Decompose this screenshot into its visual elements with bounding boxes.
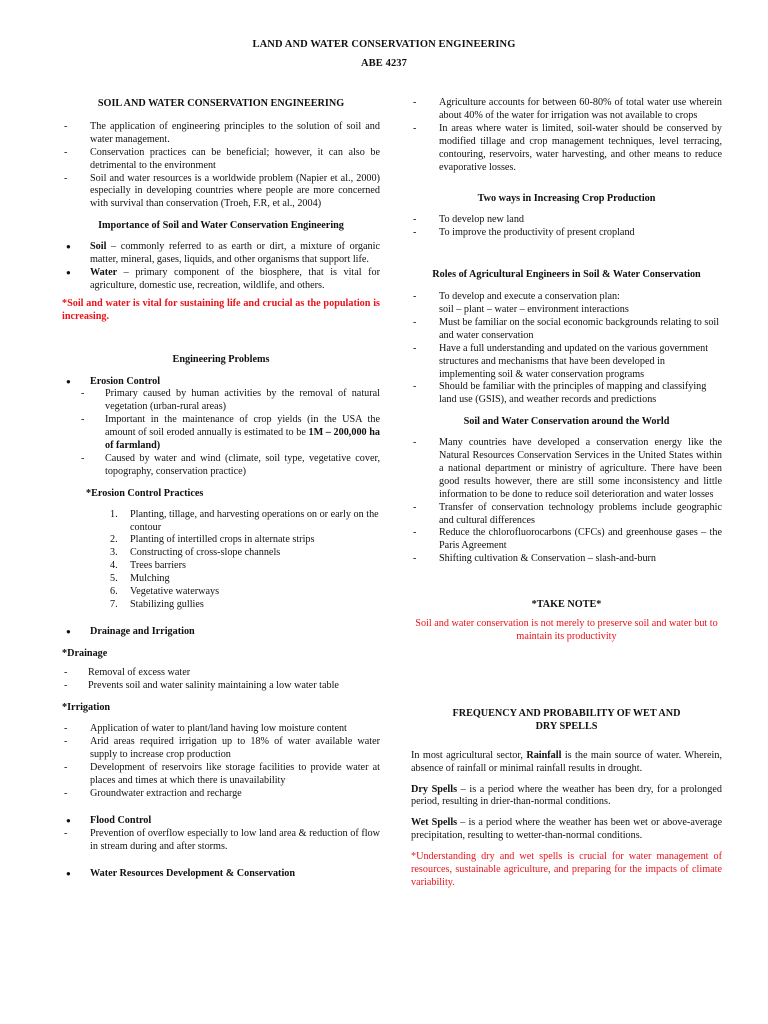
importance-soil — [62, 241, 380, 267]
irrigation-item: - Arid areas required irrigation up to 18% of water available water supply to increase crop production — [62, 736, 380, 762]
two-ways-item: - To improve the productivity of present cropland — [411, 227, 722, 240]
practice-item: 3. Constructing of cross-slope channels — [110, 547, 281, 559]
roles-item: - To develop and execute a conservation plan: soil – plant – water – environment interactions — [411, 291, 722, 317]
roles-item: - Have a full understanding and updated on the various government structures and mechanisms that have been developed in implementing soil & water conservation programs — [411, 343, 722, 382]
document-title: LAND AND WATER CONSERVATION ENGINEERING — [252, 39, 516, 50]
importance-water — [62, 267, 380, 293]
water-item: - In areas where water is limited, soil-water should be conserved by modified tillage and crop management techniques, level terracing, contouring, reservoirs, water harvesting, and other means to reduce evaporative losses. — [411, 123, 722, 175]
rainfall-paragraph: In most agricultural sector, Rainfall is the main source of water. Wherein, absence of rainfall or minimal rainfall results in drought. — [411, 749, 723, 774]
drainage-list — [62, 667, 380, 693]
roles-item: - Should be familiar with the principles of mapping and classifying land use (GSIS), and weather records and predictions — [411, 381, 722, 407]
intro-item: - Soil and water resources is a worldwide problem (Napier et al., 2000) especially in developing countries where people are more concerned with survival than conservation (Troeh, F.R, et al., 2004) — [62, 173, 380, 212]
practice-item: 6. Vegetative waterways — [110, 586, 220, 598]
practice-item: 1. Planting, tillage, and harvesting operations on or early on the contour — [110, 508, 379, 533]
engineering-problems-title: Engineering Problems — [172, 353, 270, 365]
drainage-title: *Drainage — [62, 647, 108, 659]
irrigation-list — [62, 723, 380, 800]
flood-control-title: ● Flood Control — [62, 815, 380, 828]
dry-spells-paragraph: Dry Spells – is a period where the weather has been dry, for a prolonged period, resulting in drier-than-normal conditions. — [411, 783, 722, 808]
irrigation-item: - Groundwater extraction and recharge — [62, 788, 380, 801]
take-note-title: *TAKE NOTE* — [531, 599, 602, 611]
world-item: - Shifting cultivation & Conservation – slash-and-burn — [411, 553, 722, 566]
practices-list — [62, 509, 380, 612]
course-code: ABE 4237 — [360, 58, 407, 69]
world-item: - Transfer of conservation technology problems include geographic and cultural differences — [411, 502, 722, 528]
erosion-item-bold: 1M – 200,000 ha of farmland) — [105, 427, 381, 452]
def-soil: – commonly referred to as earth or dirt, a mixture of organic matter, mineral, gases, liquids, and other organisms that support life. — [90, 241, 380, 266]
practice-item: 5. Mulching — [110, 573, 170, 585]
intro-item: - The application of engineering principles to the solution of soil and water management. — [62, 121, 380, 147]
irrigation-title: *Irrigation — [62, 701, 111, 713]
water-resources-title: ● Water Resources Development & Conservation — [62, 868, 380, 881]
water-item: - Agriculture accounts for between 60-80% of total water use wherein about 40% of the water for irrigation was not available to crops — [411, 97, 722, 123]
world-item: - Many countries have developed a conservation energy like the Natural Resources Conservation Services in the United States within a national department or ministry of agriculture. There have been good results however, there are still some inconsistency and little information to be done to reduce soil deterioration and water losses — [411, 437, 722, 502]
drainage-irrigation-title: ● Drainage and Irrigation — [62, 626, 380, 639]
term-soil: Soil — [90, 241, 107, 253]
drainage-item: - Removal of excess water — [62, 667, 380, 680]
practice-item: 4. Trees barriers — [110, 560, 186, 572]
erosion-practices-title: *Erosion Control Practices — [86, 487, 204, 499]
erosion-item: - Primary caused by human activities by the removal of natural vegetation (urban-rural areas) — [79, 388, 380, 414]
left-column — [62, 98, 380, 881]
flood-item: - Prevention of overflow especially to low land area & reduction of flow in stream during and after storms. — [62, 828, 380, 854]
roles-item: - Must be familiar on the social economic backgrounds relating to soil and water conservation — [411, 317, 722, 343]
world-item: - Reduce the chlorofluorocarbons (CFCs) and greenhouse gases – the Paris Agreement — [411, 527, 722, 553]
practice-item: 2. Planting of intertilled crops in alternate strips — [110, 534, 315, 546]
section-title: SOIL AND WATER CONSERVATION ENGINEERING — [97, 98, 345, 109]
erosion-item — [79, 414, 380, 453]
frequency-title: FREQUENCY AND PROBABILITY OF WET AND DRY SPELLS — [452, 707, 681, 732]
drainage-item: - Prevents soil and water salinity maintaining a low water table — [62, 680, 380, 693]
take-note-text: Soil and water conservation is not merely to preserve soil and water but to maintain its productivity — [415, 618, 718, 642]
world-title: Soil and Water Conservation around the World — [463, 416, 670, 428]
erosion-item: - Caused by water and wind (climate, soil type, vegetative cover, topography, conservation practice) — [79, 453, 380, 479]
wet-spells-paragraph: Wet Spells – is a period where the weather has been wet or above-average precipitation, resulting to wetter-than-normal conditions. — [411, 817, 722, 842]
wet-spells-term: Wet Spells — [411, 817, 458, 829]
erosion-item-text: Important in the maintenance of crop yields (in the USA the amount of soil eroded annually is estimated to be — [105, 414, 380, 439]
def-water: – primary component of the biosphere, that is vital for agriculture, domestic use, recreation, wildlife, and others. — [90, 266, 380, 291]
intro-item: - Conservation practices can be beneficial; however, it can also be detrimental to the environment — [62, 147, 380, 173]
erosion-control-title: ● Erosion Control — [62, 376, 380, 389]
importance-title: Importance of Soil and Water Conservation Engineering — [98, 220, 344, 232]
irrigation-item: - Development of reservoirs like storage facilities to provide water at places and times at which there is unavailability — [62, 762, 380, 788]
erosion-list — [62, 388, 380, 478]
importance-note: *Soil and water is vital for sustaining life and crucial as the population is increasing. — [62, 297, 380, 322]
right-column — [411, 97, 722, 890]
roles-title: Roles of Agricultural Engineers in Soil & Water Conservation — [432, 269, 701, 281]
irrigation-item: - Application of water to plant/land having low moisture content — [62, 723, 380, 736]
final-note: *Understanding dry and wet spells is crucial for water management of resources, sustainable agriculture, and preparing for the impacts of climate variability. — [411, 851, 722, 888]
dry-spells-term: Dry Spells — [411, 783, 458, 795]
flood-list — [62, 828, 380, 854]
term-water: Water — [90, 266, 118, 278]
practice-item: 7. Stabilizing gullies — [110, 599, 204, 610]
two-ways-item: - To develop new land — [411, 214, 722, 227]
two-ways-title: Two ways in Increasing Crop Production — [477, 193, 656, 205]
